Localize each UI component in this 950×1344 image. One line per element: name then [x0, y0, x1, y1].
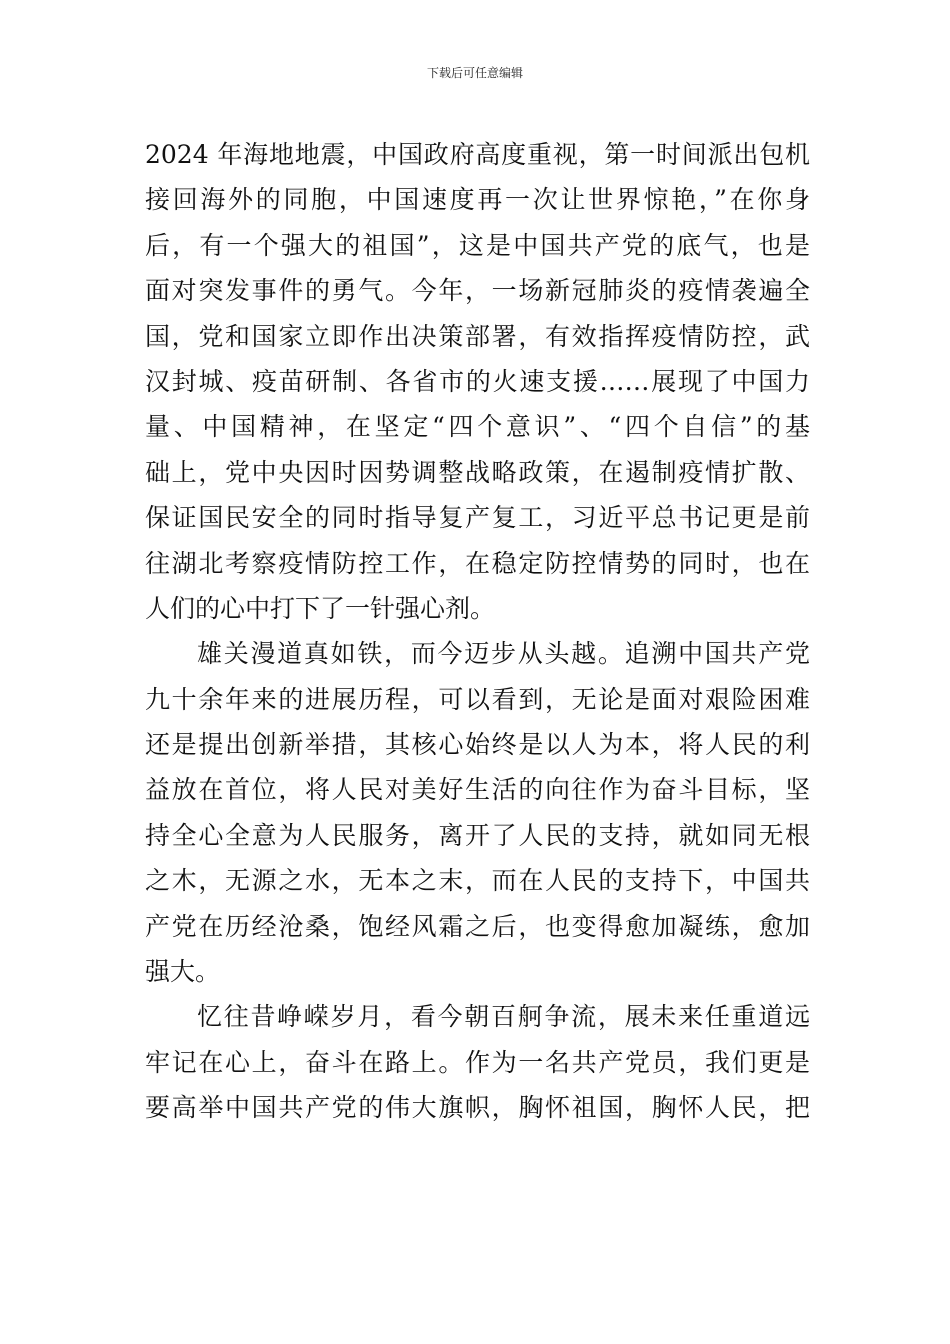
document-body [145, 132, 810, 1131]
text-line: 2024 年海地地震，中国政府高度重视，第一时间派出包机 [145, 140, 810, 169]
text-line: 持全心全意为人民服务，离开了人民的支持，就如同无根 [145, 820, 810, 850]
text-line: 接回海外的同胞，中国速度再一次让世界惊艳，”在你身 [145, 185, 810, 215]
text-line: 保证国民安全的同时指导复产复工，习近平总书记更是前 [145, 503, 810, 533]
text-line: 雄关漫道真如铁，而今迈步从头越。追溯中国共产党 [197, 639, 810, 669]
page-header: 下载后可任意编辑 [426, 66, 523, 80]
text-line: 量、中国精神，在坚定“四个意识”、“四个自信”的基 [145, 412, 810, 442]
text-line: 牢记在心上，奋斗在路上。作为一名共产党员，我们更是 [145, 1047, 810, 1077]
paragraph-2 [145, 631, 810, 994]
text-line: 后，有一个强大的祖国”，这是中国共产党的底气，也是 [145, 230, 810, 260]
text-line: 之木，无源之水，无本之末，而在人民的支持下，中国共 [145, 866, 810, 896]
paragraph-1 [145, 132, 810, 631]
text-line: 要高举中国共产党的伟大旗帜，胸怀祖国，胸怀人民，把 [145, 1093, 810, 1123]
paragraph-3 [145, 994, 810, 1130]
text-line: 面对突发事件的勇气。今年，一场新冠肺炎的疫情袭遍全 [145, 276, 810, 306]
text-line: 往湖北考察疫情防控工作，在稳定防控情势的同时，也在 [145, 548, 810, 578]
text-line: 汉封城、疫苗研制、各省市的火速支援……展现了中国力 [145, 366, 810, 396]
text-line: 强大。 [145, 957, 221, 987]
text-line: 人们的心中打下了一针强心剂。 [145, 593, 496, 623]
text-line: 九十余年来的进展历程，可以看到，无论是面对艰险困难 [145, 684, 810, 714]
text-line: 产党在历经沧桑，饱经风霜之后，也变得愈加凝练，愈加 [145, 911, 810, 941]
text-line: 国，党和国家立即作出决策部署，有效指挥疫情防控，武 [145, 321, 810, 351]
text-line: 忆往昔峥嵘岁月，看今朝百舸争流，展未来任重道远 [197, 1002, 810, 1032]
text-line: 础上，党中央因时因势调整战略政策，在遏制疫情扩散、 [145, 457, 810, 487]
text-line: 还是提出创新举措，其核心始终是以人为本，将人民的利 [145, 730, 810, 760]
text-line: 益放在首位，将人民对美好生活的向往作为奋斗目标，坚 [145, 775, 810, 805]
